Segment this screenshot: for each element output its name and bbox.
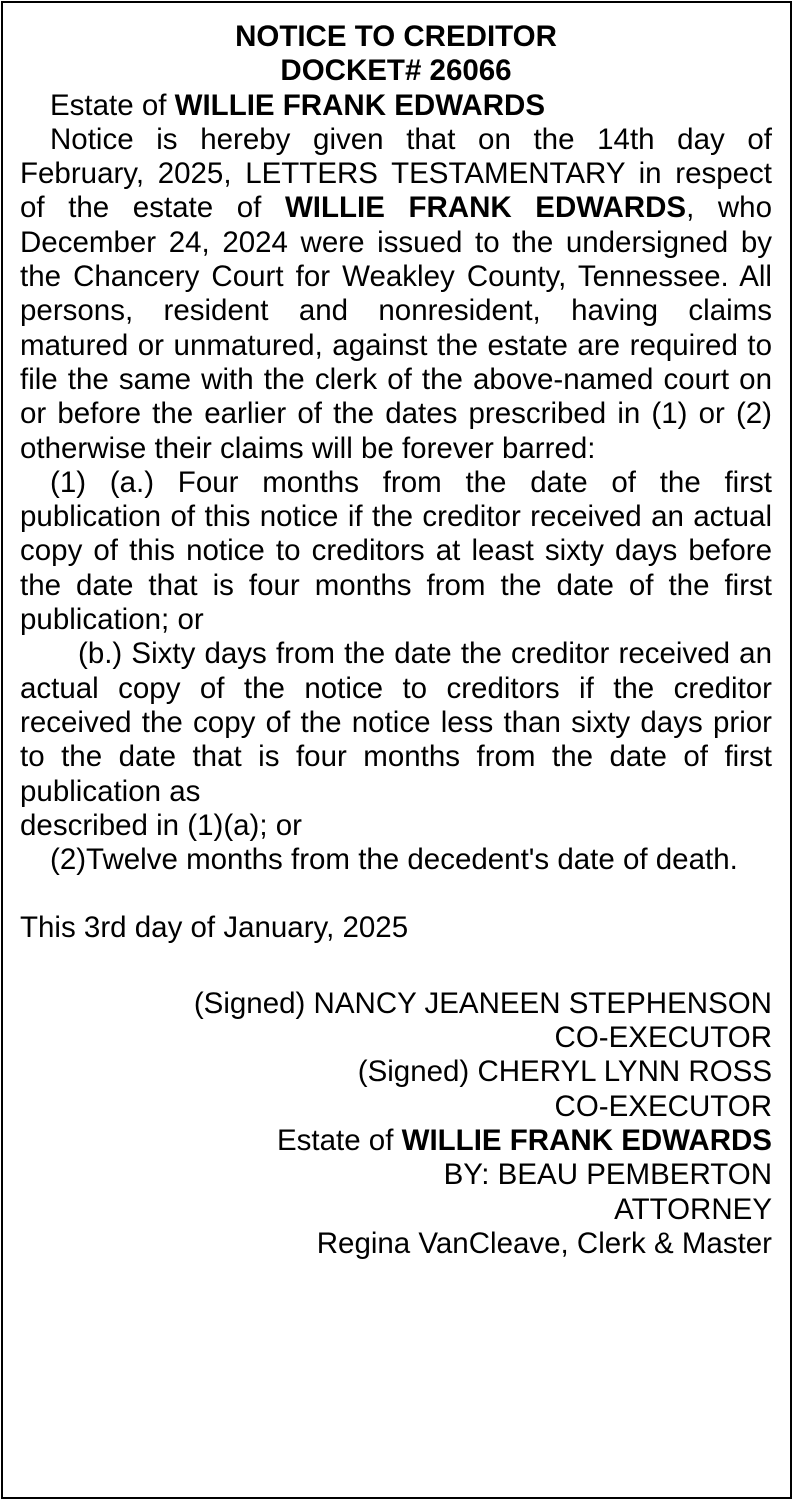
date-line: This 3rd day of January, 2025: [20, 911, 409, 945]
clause-2: (2)Twelve months from the decedent's date of death.: [50, 843, 738, 877]
docket-number: DOCKET# 26066: [280, 54, 512, 88]
clause-1b: (b.) Sixty days from the date the creditor received an actual copy of the notice to creditors if the creditor received the copy of the notice less than sixty days prior to the date that is four months from the date of first publication as: [20, 637, 772, 808]
notice-body-paragraph: [20, 123, 772, 466]
estate-prefix: Estate of: [50, 88, 175, 122]
signer-1: (Signed) NANCY JEANEEN STEPHENSON: [193, 986, 772, 1020]
clerk-line: Regina VanCleave, Clerk & Master: [316, 1226, 772, 1260]
attorney-name: BY: BEAU PEMBERTON: [443, 1158, 772, 1192]
clause-1a: (1) (a.) Four months from the date of the first publication of this notice if the creditor received an actual copy of this notice to creditors at least sixty days before the date that is four months from the date of the first publication; or: [20, 465, 772, 637]
estate-name: WILLIE FRANK EDWARDS: [174, 88, 546, 122]
spacer: [20, 946, 772, 987]
legal-notice: [20, 20, 772, 1261]
decedent-name: WILLIE FRANK EDWARDS: [284, 191, 687, 225]
clause-1b-end: described in (1)(a); or: [20, 808, 302, 842]
attorney-role: ATTORNEY: [614, 1192, 772, 1226]
estate-heading: [20, 89, 772, 123]
signature-block: [20, 987, 772, 1261]
signer-2: (Signed) CHERYL LYNN ROSS: [357, 1055, 772, 1089]
body-text-end: , who December 24, 2024 were issued to the undersigned by the Chancery Court for Weakley County, Tennessee. All persons, resident and nonresident, having claims matured or unmatured, against the estate are required to file the same with the clerk of the above-named court on or before the earlier of the dates prescribed in (1) or (2) otherwise their claims will be forever barred:: [20, 191, 772, 465]
signer-2-role: CO-EXECUTOR: [554, 1089, 772, 1123]
notice-title: NOTICE TO CREDITOR: [235, 20, 557, 53]
signature-estate-line: [20, 1124, 772, 1158]
spacer: [20, 877, 772, 911]
signer-1-role: CO-EXECUTOR: [554, 1021, 772, 1055]
signature-estate-name: WILLIE FRANK EDWARDS: [401, 1123, 772, 1157]
body-text-start: Notice is hereby given that on the 14th day of February, 2025, LETTERS TESTAMENTARY in respect of the estate of: [20, 122, 772, 225]
signature-estate-prefix: Estate of: [276, 1123, 402, 1157]
